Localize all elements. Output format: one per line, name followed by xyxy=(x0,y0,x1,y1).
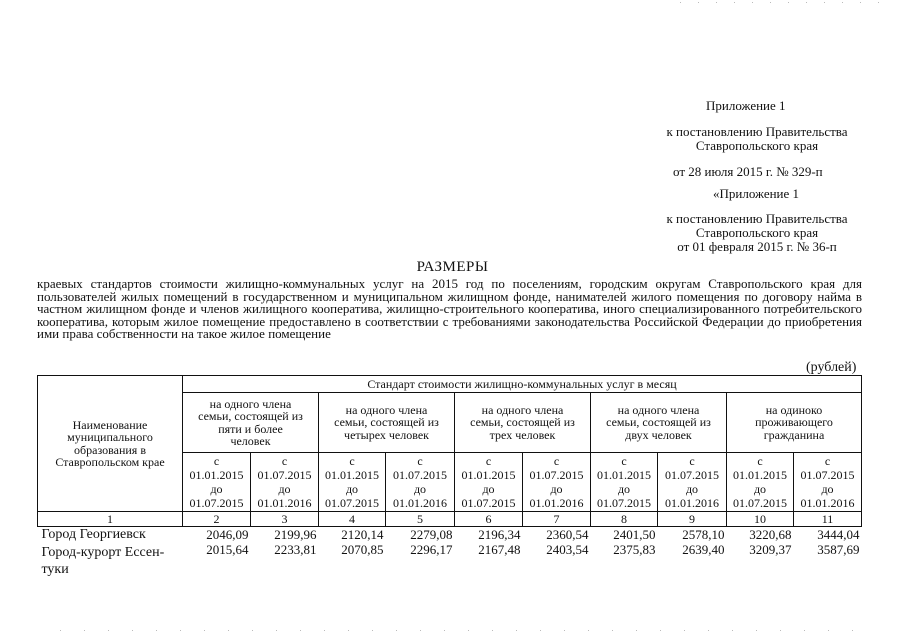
municipality-name: Город-курорт Ессен-туки xyxy=(41,545,165,577)
table-cell: 2120,14 xyxy=(341,527,384,543)
table-cell: 2279,08 xyxy=(410,527,453,543)
period-b: с 01.07.2015 до 01.01.2016 xyxy=(251,453,319,512)
group-header: на одного члена семьи, состоящей из двух человек xyxy=(591,393,727,453)
name-column-header: Наименование муниципального образования в Ставропольском крае xyxy=(38,376,183,512)
table-cell: 2233,81 xyxy=(274,542,317,557)
period-a: с 01.01.2015 до 01.07.2015 xyxy=(319,453,386,512)
period-b: с 01.07.2015 до 01.01.2016 xyxy=(523,453,591,512)
column-number: 7 xyxy=(523,512,591,527)
table-cell: 2167,48 xyxy=(478,542,521,557)
group-header: на одиноко проживающего гражданина xyxy=(727,393,862,453)
column-number: 9 xyxy=(658,512,727,527)
resolution-line: Ставропольского края xyxy=(695,138,819,153)
resolution-date: от 28 июля 2015 г. № 329-п xyxy=(673,164,823,179)
table-cell: 3209,37 xyxy=(749,542,792,557)
table-cell: 2199,96 xyxy=(274,527,317,543)
table-cell: 2639,40 xyxy=(682,542,725,557)
period-b: с 01.07.2015 до 01.01.2016 xyxy=(658,453,727,512)
period-b: с 01.07.2015 до 01.01.2016 xyxy=(794,453,862,512)
document-description: краевых стандартов стоимости жилищно-коммунальных услуг на 2015 год по поселениям, городским округам Ставропольского края для пользователей жилых помещений в государственном и муниципальном жилищном фонде, нанимателей жилого помещения по договору найма в частном жилищном фонде и членов жилищного кооператива, жилищно-строительного кооператива, иного специализированного потребительского кооператива, которым жилое помещение предоставлено в соответствии с требованиями законодательства Российской Федерации до приобретения ими права собственности на такое жилое помещение xyxy=(37,276,862,342)
column-number: 4 xyxy=(319,512,386,527)
municipality-name: Город Георгиевск xyxy=(41,527,146,543)
resolution-line: к постановлению Правительства xyxy=(666,124,848,139)
table-cell: 2015,64 xyxy=(206,542,249,557)
unit-label: (рублей) xyxy=(806,360,857,375)
column-number: 1 xyxy=(38,512,183,527)
table-row xyxy=(38,544,862,578)
period-a: с 01.01.2015 до 01.07.2015 xyxy=(183,453,251,512)
group-header: на одного члена семьи, состоящей из трех человек xyxy=(455,393,591,453)
column-number: 3 xyxy=(251,512,319,527)
table-cell: 2375,83 xyxy=(613,542,656,557)
column-number: 11 xyxy=(794,512,862,527)
column-number-row xyxy=(38,512,862,527)
period-a: с 01.01.2015 до 01.07.2015 xyxy=(727,453,794,512)
period-a: с 01.01.2015 до 01.07.2015 xyxy=(591,453,658,512)
period-a: с 01.01.2015 до 01.07.2015 xyxy=(455,453,523,512)
resolution-date-original: от 01 февраля 2015 г. № 36-п xyxy=(677,239,837,254)
table-cell: 2578,10 xyxy=(682,527,725,543)
table-cell: 2046,09 xyxy=(206,527,249,543)
resolution-line: к постановлению Правительства xyxy=(666,211,848,226)
appendix-label: Приложение 1 xyxy=(706,98,786,113)
column-number: 5 xyxy=(386,512,455,527)
appendix-label-quoted: «Приложение 1 xyxy=(713,186,800,201)
group-header: на одного члена семьи, состоящей из пяти и более человек xyxy=(183,393,319,453)
standards-table xyxy=(37,375,862,578)
table-cell: 2196,34 xyxy=(478,527,521,543)
group-header: на одного члена семьи, состоящей из четырех человек xyxy=(319,393,455,453)
table-cell: 2070,85 xyxy=(341,542,384,557)
main-header: Стандарт стоимости жилищно-коммунальных услуг в месяц xyxy=(183,376,862,393)
document-title: РАЗМЕРЫ xyxy=(416,259,489,275)
column-number: 8 xyxy=(591,512,658,527)
table-cell: 2403,54 xyxy=(546,542,589,557)
column-number: 6 xyxy=(455,512,523,527)
table-cell: 3444,04 xyxy=(817,527,860,543)
table-cell: 3220,68 xyxy=(749,527,792,543)
scan-artifact xyxy=(60,630,860,631)
table-cell: 2296,17 xyxy=(410,542,453,557)
column-number: 10 xyxy=(727,512,794,527)
table-cell: 3587,69 xyxy=(817,542,860,557)
resolution-line: Ставропольского края xyxy=(695,225,819,240)
table-cell: 2401,50 xyxy=(613,527,656,543)
resolution-ref xyxy=(652,125,862,153)
resolution-ref-original xyxy=(650,212,864,254)
scan-artifact xyxy=(680,2,880,3)
column-number: 2 xyxy=(183,512,251,527)
table-cell: 2360,54 xyxy=(546,527,589,543)
period-b: с 01.07.2015 до 01.01.2016 xyxy=(386,453,455,512)
